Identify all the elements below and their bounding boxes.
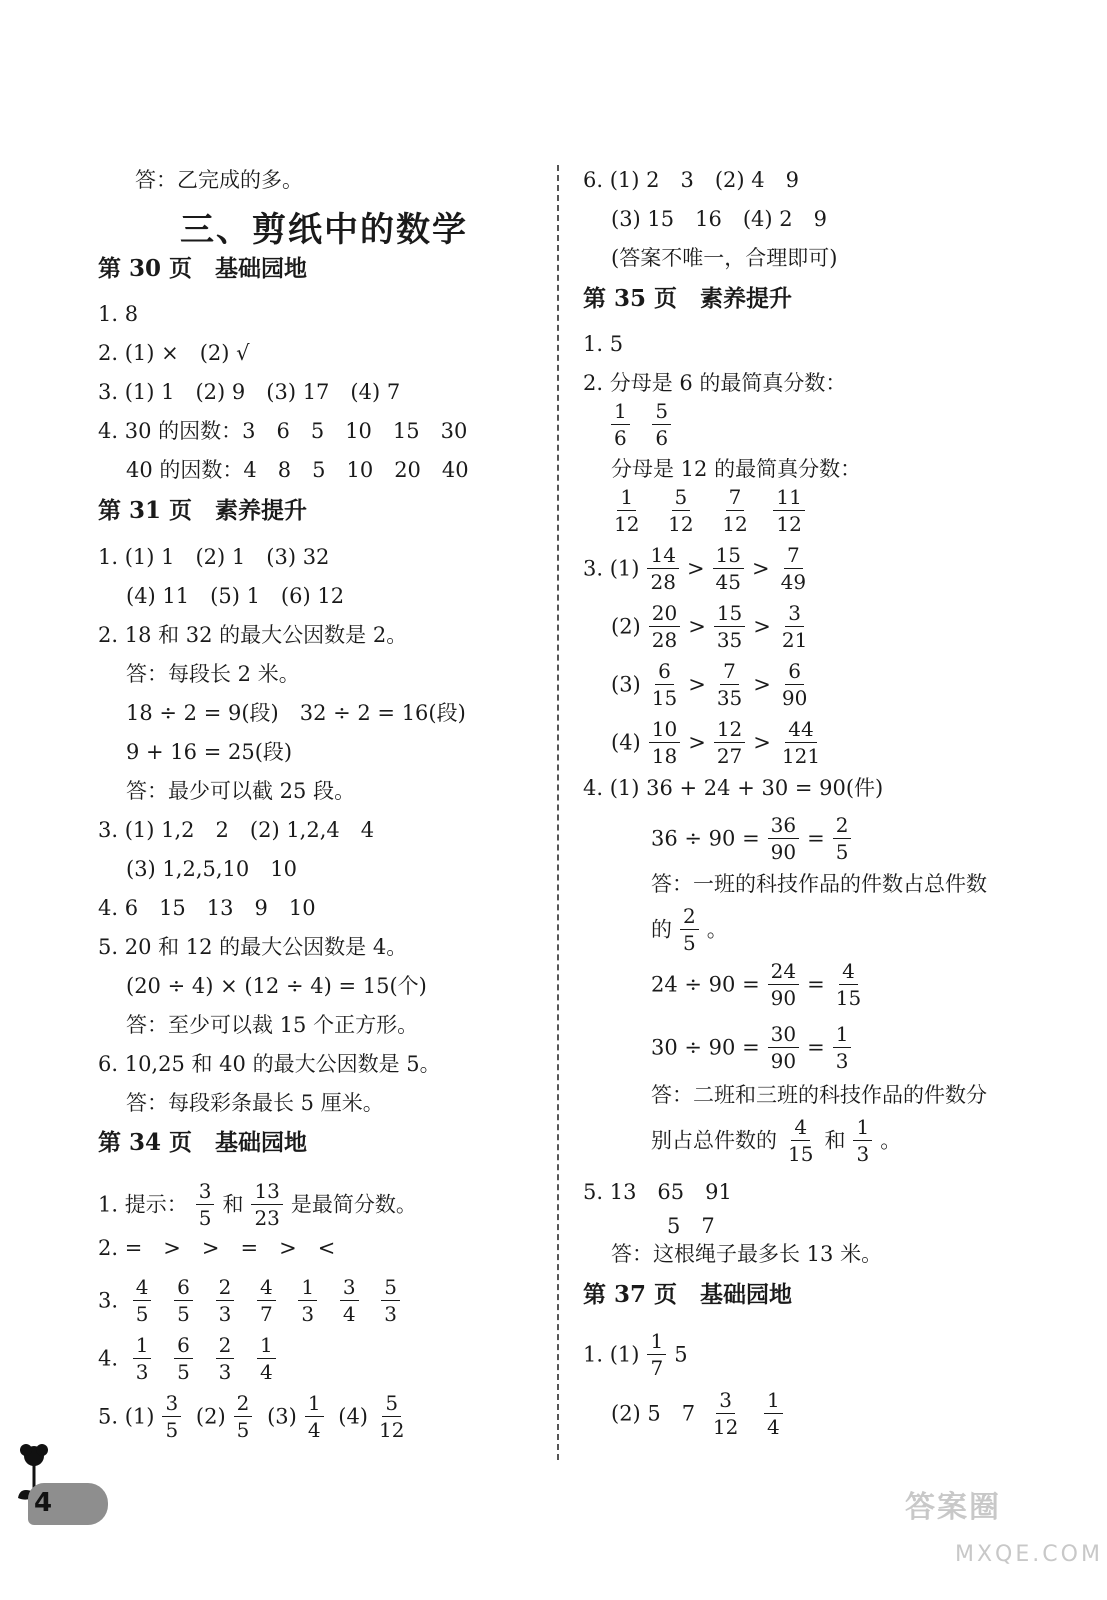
fraction: $\frac{5}{12}$ <box>379 1391 405 1442</box>
fraction: $\frac{12}{27}$ <box>714 716 745 769</box>
answer-line: (3) 1,2,5,10 10 <box>126 857 297 881</box>
column-divider <box>557 165 559 1460</box>
fraction: $\frac{20}{28}$ <box>649 600 680 653</box>
fraction: $\frac{4}{15}$ <box>835 959 862 1010</box>
answer-line: 36 ÷ 90 = $\frac{36}{90}$ = $\frac{2}{5}$ <box>651 812 859 865</box>
fraction: $\frac{2}{5}$ <box>234 1390 253 1443</box>
answer-line: (3) $\frac{6}{15}$ > $\frac{7}{35}$ > $\frac{6}{90}$ <box>611 658 818 711</box>
fraction: $\frac{3}{4}$ <box>340 1274 359 1327</box>
answer-line: 3. (1) 1,2 2 (2) 1,2,4 4 <box>98 818 375 842</box>
answer-line: 40 的因数：4 8 5 10 20 40 <box>126 458 469 482</box>
fraction: $\frac{15}{35}$ <box>714 600 745 653</box>
fraction: $\frac{6}{15}$ <box>651 659 678 710</box>
answer-line <box>603 484 813 537</box>
answer-line: 1. 8 <box>98 302 139 326</box>
answer-line: 5. 13 65 91 <box>583 1180 732 1204</box>
answer-line: 答：最少可以截 25 段。 <box>126 779 356 803</box>
fraction: $\frac{1}{3}$ <box>853 1114 872 1167</box>
answer-line: (2) $\frac{20}{28}$ > $\frac{15}{35}$ > $\frac{3}{21}$ <box>611 600 818 653</box>
answer-line: 6. 10,25 和 40 的最大公因数是 5。 <box>98 1052 441 1076</box>
answer-line: 1. (1) $\frac{1}{7}$ 5 <box>583 1329 688 1380</box>
fraction: $\frac{2}{5}$ <box>680 903 699 956</box>
answer-line: 4. (1) 36 + 24 + 30 = 90(件) <box>583 776 884 800</box>
fraction: $\frac{4}{5}$ <box>133 1274 152 1327</box>
answer-line: 2. 18 和 32 的最大公因数是 2。 <box>98 623 408 647</box>
fraction: $\frac{7}{12}$ <box>722 485 748 536</box>
fraction: $\frac{1}{4}$ <box>764 1387 783 1440</box>
section-heading-p35: 第 35 页 素养提升 <box>583 285 793 312</box>
fraction: $\frac{11}{12}$ <box>773 484 804 537</box>
section-heading-p37: 第 37 页 基础园地 <box>583 1281 793 1308</box>
answer-line: 5. 20 和 12 的最大公因数是 4。 <box>98 935 408 959</box>
answer-line: 4. 6 15 13 9 10 <box>98 896 316 920</box>
fraction: $\frac{6}{5}$ <box>174 1332 193 1385</box>
fraction: $\frac{4}{7}$ <box>257 1274 276 1327</box>
answer-line: 1. 5 <box>583 332 624 356</box>
answer-line: 3. (1) $\frac{14}{28}$ > $\frac{15}{45}$ > $\frac{7}{49}$ <box>583 542 817 595</box>
fraction: $\frac{44}{121}$ <box>781 717 821 768</box>
fraction: $\frac{7}{49}$ <box>780 543 807 594</box>
answer-line: 答：二班和三班的科技作品的件数分 <box>651 1083 987 1107</box>
answer-line: (20 ÷ 4) × (12 ÷ 4) = 15(个) <box>126 974 427 998</box>
fraction: $\frac{3}{5}$ <box>162 1390 181 1443</box>
answer-line: 4. $\frac{1}{3}$ $\frac{6}{5}$ $\frac{2}{3}$ $\frac{1}{4}$ <box>98 1332 284 1385</box>
answer-line: 30 ÷ 90 = $\frac{30}{90}$ = $\frac{1}{3}$ <box>651 1021 859 1074</box>
fraction: $\frac{3}{12}$ <box>712 1388 739 1439</box>
answer-line: (3) 15 16 (4) 2 9 <box>611 207 828 231</box>
answer-line: 答：这根绳子最多长 13 米。 <box>611 1242 883 1266</box>
fraction: $\frac{5}{12}$ <box>668 485 694 536</box>
fraction: $\frac{2}{3}$ <box>216 1332 235 1385</box>
answer-line: 18 ÷ 2 = 9(段) 32 ÷ 2 = 16(段) <box>126 701 466 725</box>
fraction: $\frac{3}{21}$ <box>781 601 808 652</box>
fraction: $\frac{13}{23}$ <box>251 1178 282 1231</box>
answer-line: 3. $\frac{4}{5}$ $\frac{6}{5}$ $\frac{2}{3}$ $\frac{4}{7}$ $\frac{1}{3}$ $\frac{3}{4}$ $\frac{5}{3}$ <box>98 1274 408 1327</box>
watermark-logo: 答案圈 <box>905 1490 1001 1525</box>
fraction: $\frac{1}{3}$ <box>298 1274 317 1327</box>
answer-line: (4) $\frac{10}{18}$ > $\frac{12}{27}$ > $\frac{44}{121}$ <box>611 716 831 769</box>
answer-line: (4) 11 (5) 1 (6) 12 <box>126 584 345 608</box>
fraction: $\frac{1}{12}$ <box>614 485 640 536</box>
section-heading-p31: 第 31 页 素养提升 <box>98 497 308 524</box>
fraction: $\frac{6}{90}$ <box>781 659 808 710</box>
answer-line: 1. (1) 1 (2) 1 (3) 32 <box>98 545 330 569</box>
section-heading-p30: 第 30 页 基础园地 <box>98 255 308 282</box>
fraction: $\frac{24}{90}$ <box>768 958 799 1011</box>
fraction: $\frac{3}{5}$ <box>196 1178 215 1231</box>
fraction: $\frac{4}{15}$ <box>788 1115 814 1166</box>
answer-line: 4. 30 的因数：3 6 5 10 15 30 <box>98 419 468 443</box>
answer-line: 分母是 12 的最简真分数： <box>611 457 862 481</box>
answer-line: 别占总件数的 $\frac{4}{15}$ 和 $\frac{1}{3}$ 。 <box>651 1115 902 1166</box>
fraction: $\frac{1}{3}$ <box>133 1332 152 1385</box>
answer-line: 答：至少可以裁 15 个正方形。 <box>126 1013 419 1037</box>
answer-line: 2. 分母是 6 的最简真分数： <box>583 371 847 395</box>
fraction: $\frac{6}{5}$ <box>174 1274 193 1327</box>
section-heading-p34: 第 34 页 基础园地 <box>98 1129 308 1156</box>
answer-line: 5. (1) $\frac{3}{5}$ (2) $\frac{2}{5}$ (3) $\frac{1}{4}$ (4) $\frac{5}{12}$ <box>98 1390 415 1443</box>
answer-line: 9 + 16 = 25(段) <box>126 740 293 764</box>
answer-line <box>603 398 679 451</box>
fraction: $\frac{5}{3}$ <box>381 1274 400 1327</box>
answer-line: 的 $\frac{2}{5}$ 。 <box>651 904 728 955</box>
fraction: $\frac{15}{45}$ <box>713 542 744 595</box>
answer-line: 2. = > > = > < <box>98 1236 336 1260</box>
answer-line: 1. 提示： $\frac{3}{5}$ 和 $\frac{13}{23}$ 是最简分数。 <box>98 1179 417 1230</box>
answer-line: (答案不唯一，合理即可) <box>611 246 838 270</box>
fraction: $\frac{2}{3}$ <box>216 1274 235 1327</box>
answer-line: 6. (1) 2 3 (2) 4 9 <box>583 168 799 192</box>
fraction: $\frac{10}{18}$ <box>649 716 680 769</box>
answer-line: (2) 5 7 $\frac{3}{12}$ $\frac{1}{4}$ <box>611 1387 791 1440</box>
answer-line: 答：乙完成的多。 <box>135 168 303 192</box>
answer-line: 24 ÷ 90 = $\frac{24}{90}$ = $\frac{4}{15}$ <box>651 958 872 1011</box>
page-number: 4 <box>34 1488 53 1518</box>
answer-line: 答：每段长 2 米。 <box>126 662 300 686</box>
answer-line: 5 7 <box>667 1214 715 1238</box>
answer-line: 2. (1) × (2) √ <box>98 341 250 365</box>
fraction: $\frac{30}{90}$ <box>768 1021 799 1074</box>
fraction: $\frac{7}{35}$ <box>716 659 743 710</box>
answer-line: 3. (1) 1 (2) 9 (3) 17 (4) 7 <box>98 380 401 404</box>
fraction: $\frac{1}{3}$ <box>833 1021 852 1074</box>
fraction: $\frac{36}{90}$ <box>768 812 799 865</box>
fraction: $\frac{2}{5}$ <box>833 812 852 865</box>
fraction: $\frac{1}{6}$ <box>611 398 630 451</box>
answer-line: 答：每段彩条最长 5 厘米。 <box>126 1091 384 1115</box>
fraction: $\frac{5}{6}$ <box>652 398 671 451</box>
fraction: $\frac{1}{4}$ <box>257 1332 276 1385</box>
watermark-url: MXQE.COM <box>955 1542 1103 1567</box>
answer-line: 答：一班的科技作品的件数占总件数 <box>651 872 987 896</box>
fraction: $\frac{14}{28}$ <box>647 542 678 595</box>
fraction: $\frac{1}{7}$ <box>647 1328 666 1381</box>
fraction: $\frac{1}{4}$ <box>305 1390 324 1443</box>
chapter-title: 三、剪纸中的数学 <box>180 210 468 250</box>
